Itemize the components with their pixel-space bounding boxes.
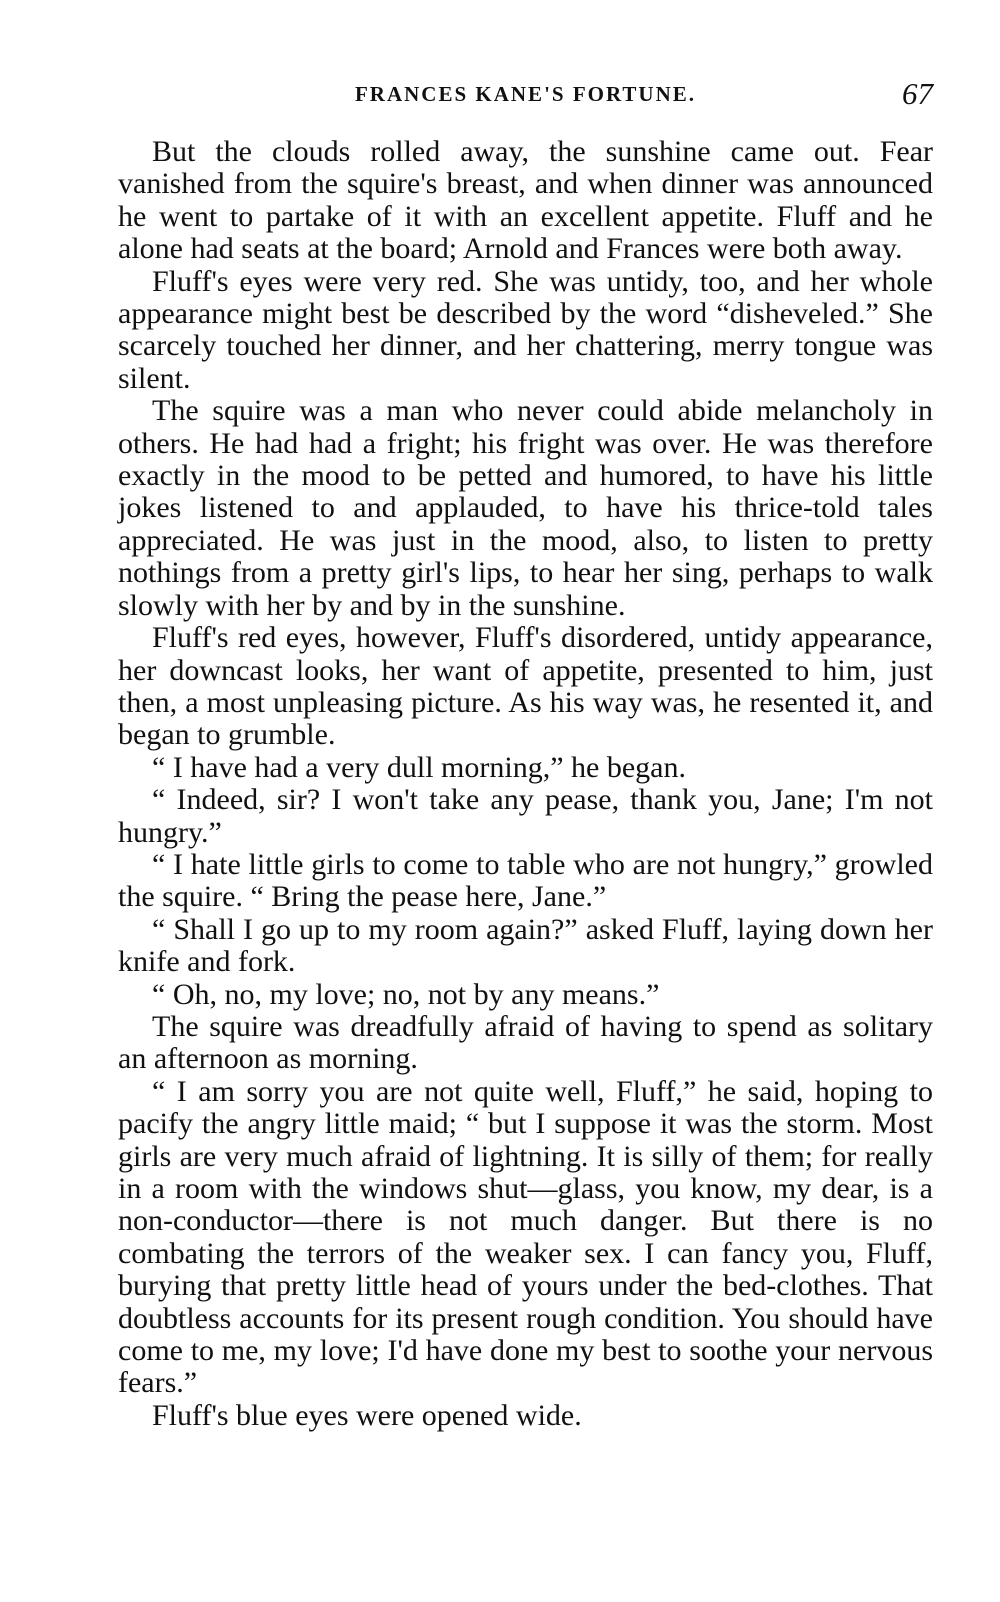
paragraph: Fluff's eyes were very red. She was untidy, too, and her whole appearance might best be described by the word “disheveled.” She scarcely touched her dinner, and her chattering, merry tongue was silent. [118,264,933,395]
page-header [118,76,933,122]
paragraph: But the clouds rolled away, the sunshine came out. Fear vanished from the squire's breast, and when dinner was announced he went to partake of it with an excellent appetite. Fluff and he alone had seats at the board; Arnold and Frances were both away. [118,135,933,266]
page-number: 67 [902,76,933,111]
paragraph: The squire was a man who never could abide melancholy in others. He had had a fright; his fright was over. He was therefore exactly in the mood to be petted and humored, to have his little jokes listened to and applauded, to have his thrice-told tales appreciated. He was just in the mood, also, to listen to pretty nothings from a pretty girl's lips, to hear her sing, perhaps to walk slowly with her by and by in the sunshine. [118,394,933,622]
paragraph: “ Shall I go up to my room again?” asked Fluff, laying down her knife and fork. [118,912,933,979]
paragraph: “ I have had a very dull morning,” he began. [152,750,686,784]
paragraph: “ I am sorry you are not quite well, Fluff,” he said, hoping to pacify the angry little maid; “ but I suppose it was the storm. Most girls are very much afraid of lightning. It is silly of them; for really in a room with the windows shut—glass, you know, my dear, is a non-conductor—there is not much danger. But there is no combating the terrors of the weaker sex. I can fancy you, Fluff, burying that pretty little head of yours under the bed-clothes. That doubtless accounts for its present rough condition. You should have come to me, my love; I'd have done my best to soothe your nervous fears.” [118,1074,933,1400]
paragraph: Fluff's blue eyes were opened wide. [152,1398,582,1432]
body-text [118,136,933,1432]
paragraph: The squire was dreadfully afraid of having to spend as solitary an afternoon as morning. [118,1009,933,1076]
paragraph: “ Oh, no, my love; no, not by any means.” [152,977,660,1011]
paragraph: “ Indeed, sir? I won't take any pease, thank you, Jane; I'm not hungry.” [118,783,933,849]
running-title: FRANCES KANE'S FORTUNE. [354,82,697,106]
paragraph: “ I hate little girls to come to table who are not hungry,” growled the squire. “ Bring the pease here, Jane.” [118,847,933,914]
paragraph: Fluff's red eyes, however, Fluff's disordered, untidy appearance, her downcast looks, her want of appetite, presented to him, just then, a most unpleasing picture. As his way was, he resented it, and began to grumble. [118,621,933,752]
